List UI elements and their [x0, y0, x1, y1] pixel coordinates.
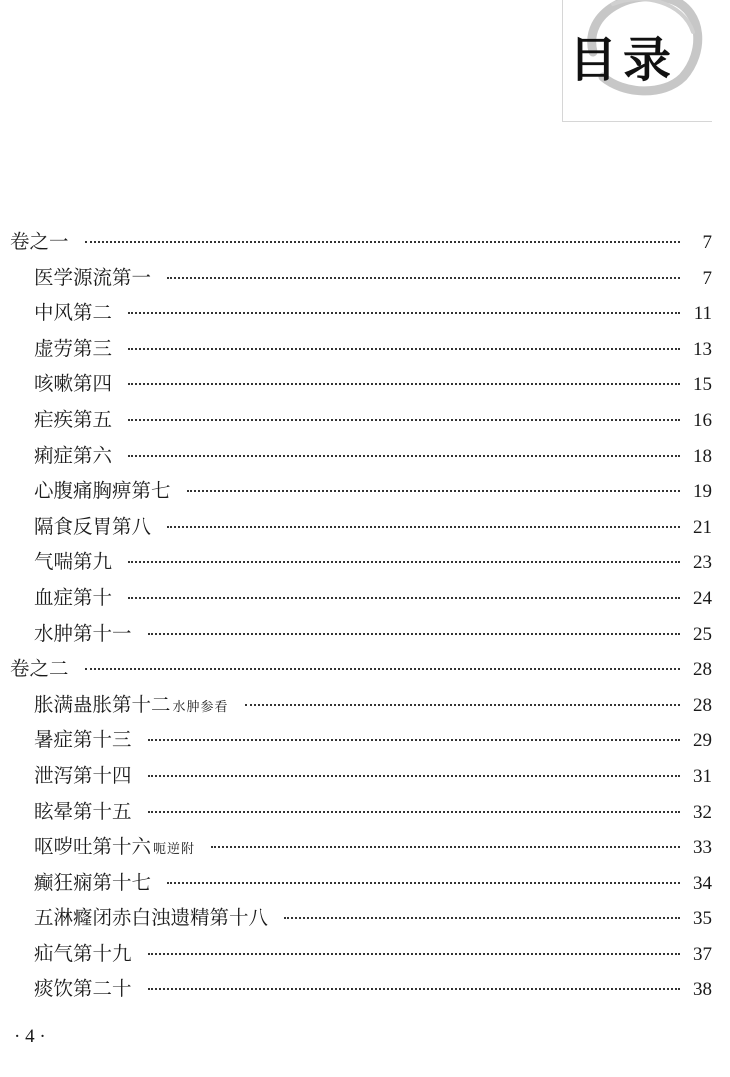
dot-leader [85, 668, 680, 670]
dot-leader [128, 597, 680, 599]
toc-page-number: 38 [693, 979, 712, 1001]
toc-page-number: 23 [693, 552, 712, 574]
toc-entry-note: 水肿参看 [172, 699, 229, 715]
toc-entry-label: 中风第二 [34, 301, 113, 325]
toc-entry-label: 癫狂痫第十七 [34, 870, 152, 894]
toc-page-number: 25 [693, 623, 712, 645]
toc-entry-label: 卷之一 [10, 230, 69, 253]
toc-page-number: 37 [693, 943, 712, 965]
toc-page-number: 7 [702, 267, 712, 289]
toc-entry-label: 暑症第十三 [34, 728, 132, 752]
dot-leader [211, 846, 680, 848]
table-of-contents [10, 226, 712, 1009]
toc-page-number: 7 [702, 232, 712, 253]
dot-leader [85, 241, 680, 243]
toc-entry-label: 五淋癃闭赤白浊遗精第十八 [34, 906, 269, 930]
toc-entry-label: 胀满蛊胀第十二 [34, 692, 171, 716]
toc-page-number: 11 [693, 303, 712, 325]
toc-chapter-row[interactable] [10, 475, 712, 511]
dot-leader [128, 383, 680, 385]
toc-page-number: 18 [693, 445, 712, 467]
page-title: 目录 [569, 32, 678, 88]
toc-entry-label: 痢症第六 [34, 443, 113, 467]
toc-entry-label: 痰饮第二十 [34, 977, 132, 1001]
toc-page-number: 31 [693, 765, 712, 787]
toc-entry-label: 水肿第十一 [34, 621, 132, 645]
toc-chapter-row[interactable] [10, 368, 712, 404]
toc-chapter-row[interactable] [10, 831, 712, 867]
toc-page-number: 28 [693, 659, 712, 681]
toc-chapter-row[interactable] [10, 333, 712, 369]
header-box [562, 0, 712, 122]
dot-leader [245, 704, 680, 706]
toc-entry-label: 血症第十 [34, 585, 113, 609]
toc-chapter-row[interactable] [10, 582, 712, 618]
toc-page-number: 15 [693, 374, 712, 396]
toc-page-number: 33 [693, 837, 712, 859]
dot-leader [148, 775, 680, 777]
toc-chapter-row[interactable] [10, 760, 712, 796]
toc-chapter-row[interactable] [10, 867, 712, 903]
dot-leader [187, 490, 680, 492]
toc-chapter-row[interactable] [10, 297, 712, 333]
toc-entry-label: 泄泻第十四 [34, 763, 132, 787]
toc-entry-label: 眩晕第十五 [34, 799, 132, 823]
dot-leader [167, 277, 680, 279]
dot-leader [167, 882, 680, 884]
toc-page-number: 34 [693, 872, 712, 894]
toc-entry-label: 咳嗽第四 [34, 372, 113, 396]
toc-chapter-row[interactable] [10, 546, 712, 582]
toc-chapter-row[interactable] [10, 902, 712, 938]
toc-entry-label: 疟疾第五 [34, 407, 113, 431]
page-number: · 4 · [14, 1026, 46, 1047]
toc-page-number: 28 [693, 694, 712, 716]
toc-page-number: 16 [693, 409, 712, 431]
dot-leader [128, 312, 680, 314]
toc-entry-note: 呃逆附 [153, 842, 196, 858]
toc-volume-row[interactable] [10, 653, 712, 689]
toc-chapter-row[interactable] [10, 618, 712, 654]
toc-entry-label: 心腹痛胸痹第七 [34, 479, 171, 503]
dot-leader [148, 988, 680, 990]
toc-page-number: 24 [693, 587, 712, 609]
dot-leader [148, 633, 680, 635]
toc-entry-label: 医学源流第一 [34, 265, 152, 289]
dot-leader [128, 419, 680, 421]
toc-entry-label: 疝气第十九 [34, 941, 132, 965]
toc-page-number: 29 [693, 730, 712, 752]
toc-page-number: 19 [693, 481, 712, 503]
toc-chapter-row[interactable] [10, 796, 712, 832]
toc-page-number: 21 [693, 516, 712, 538]
toc-page-number: 32 [693, 801, 712, 823]
toc-volume-row[interactable] [10, 226, 712, 262]
toc-chapter-row[interactable] [10, 724, 712, 760]
dot-leader [167, 526, 680, 528]
toc-entry-label: 呕哕吐第十六 [34, 835, 152, 859]
toc-entry-label: 卷之二 [10, 657, 69, 681]
toc-chapter-row[interactable] [10, 440, 712, 476]
toc-chapter-row[interactable] [10, 511, 712, 547]
toc-chapter-row[interactable] [10, 404, 712, 440]
dot-leader [128, 348, 680, 350]
toc-page-number: 13 [693, 338, 712, 360]
toc-chapter-row[interactable] [10, 938, 712, 974]
toc-page-number: 35 [693, 908, 712, 930]
dot-leader [148, 739, 680, 741]
dot-leader [284, 917, 680, 919]
toc-entry-label: 虚劳第三 [34, 336, 113, 360]
toc-chapter-row[interactable] [10, 262, 712, 298]
dot-leader [128, 561, 680, 563]
dot-leader [148, 811, 680, 813]
dot-leader [128, 455, 680, 457]
toc-chapter-row[interactable] [10, 973, 712, 1009]
toc-chapter-row[interactable] [10, 689, 712, 725]
toc-entry-label: 隔食反胃第八 [34, 514, 152, 538]
toc-entry-label: 气喘第九 [34, 550, 113, 574]
dot-leader [148, 953, 680, 955]
